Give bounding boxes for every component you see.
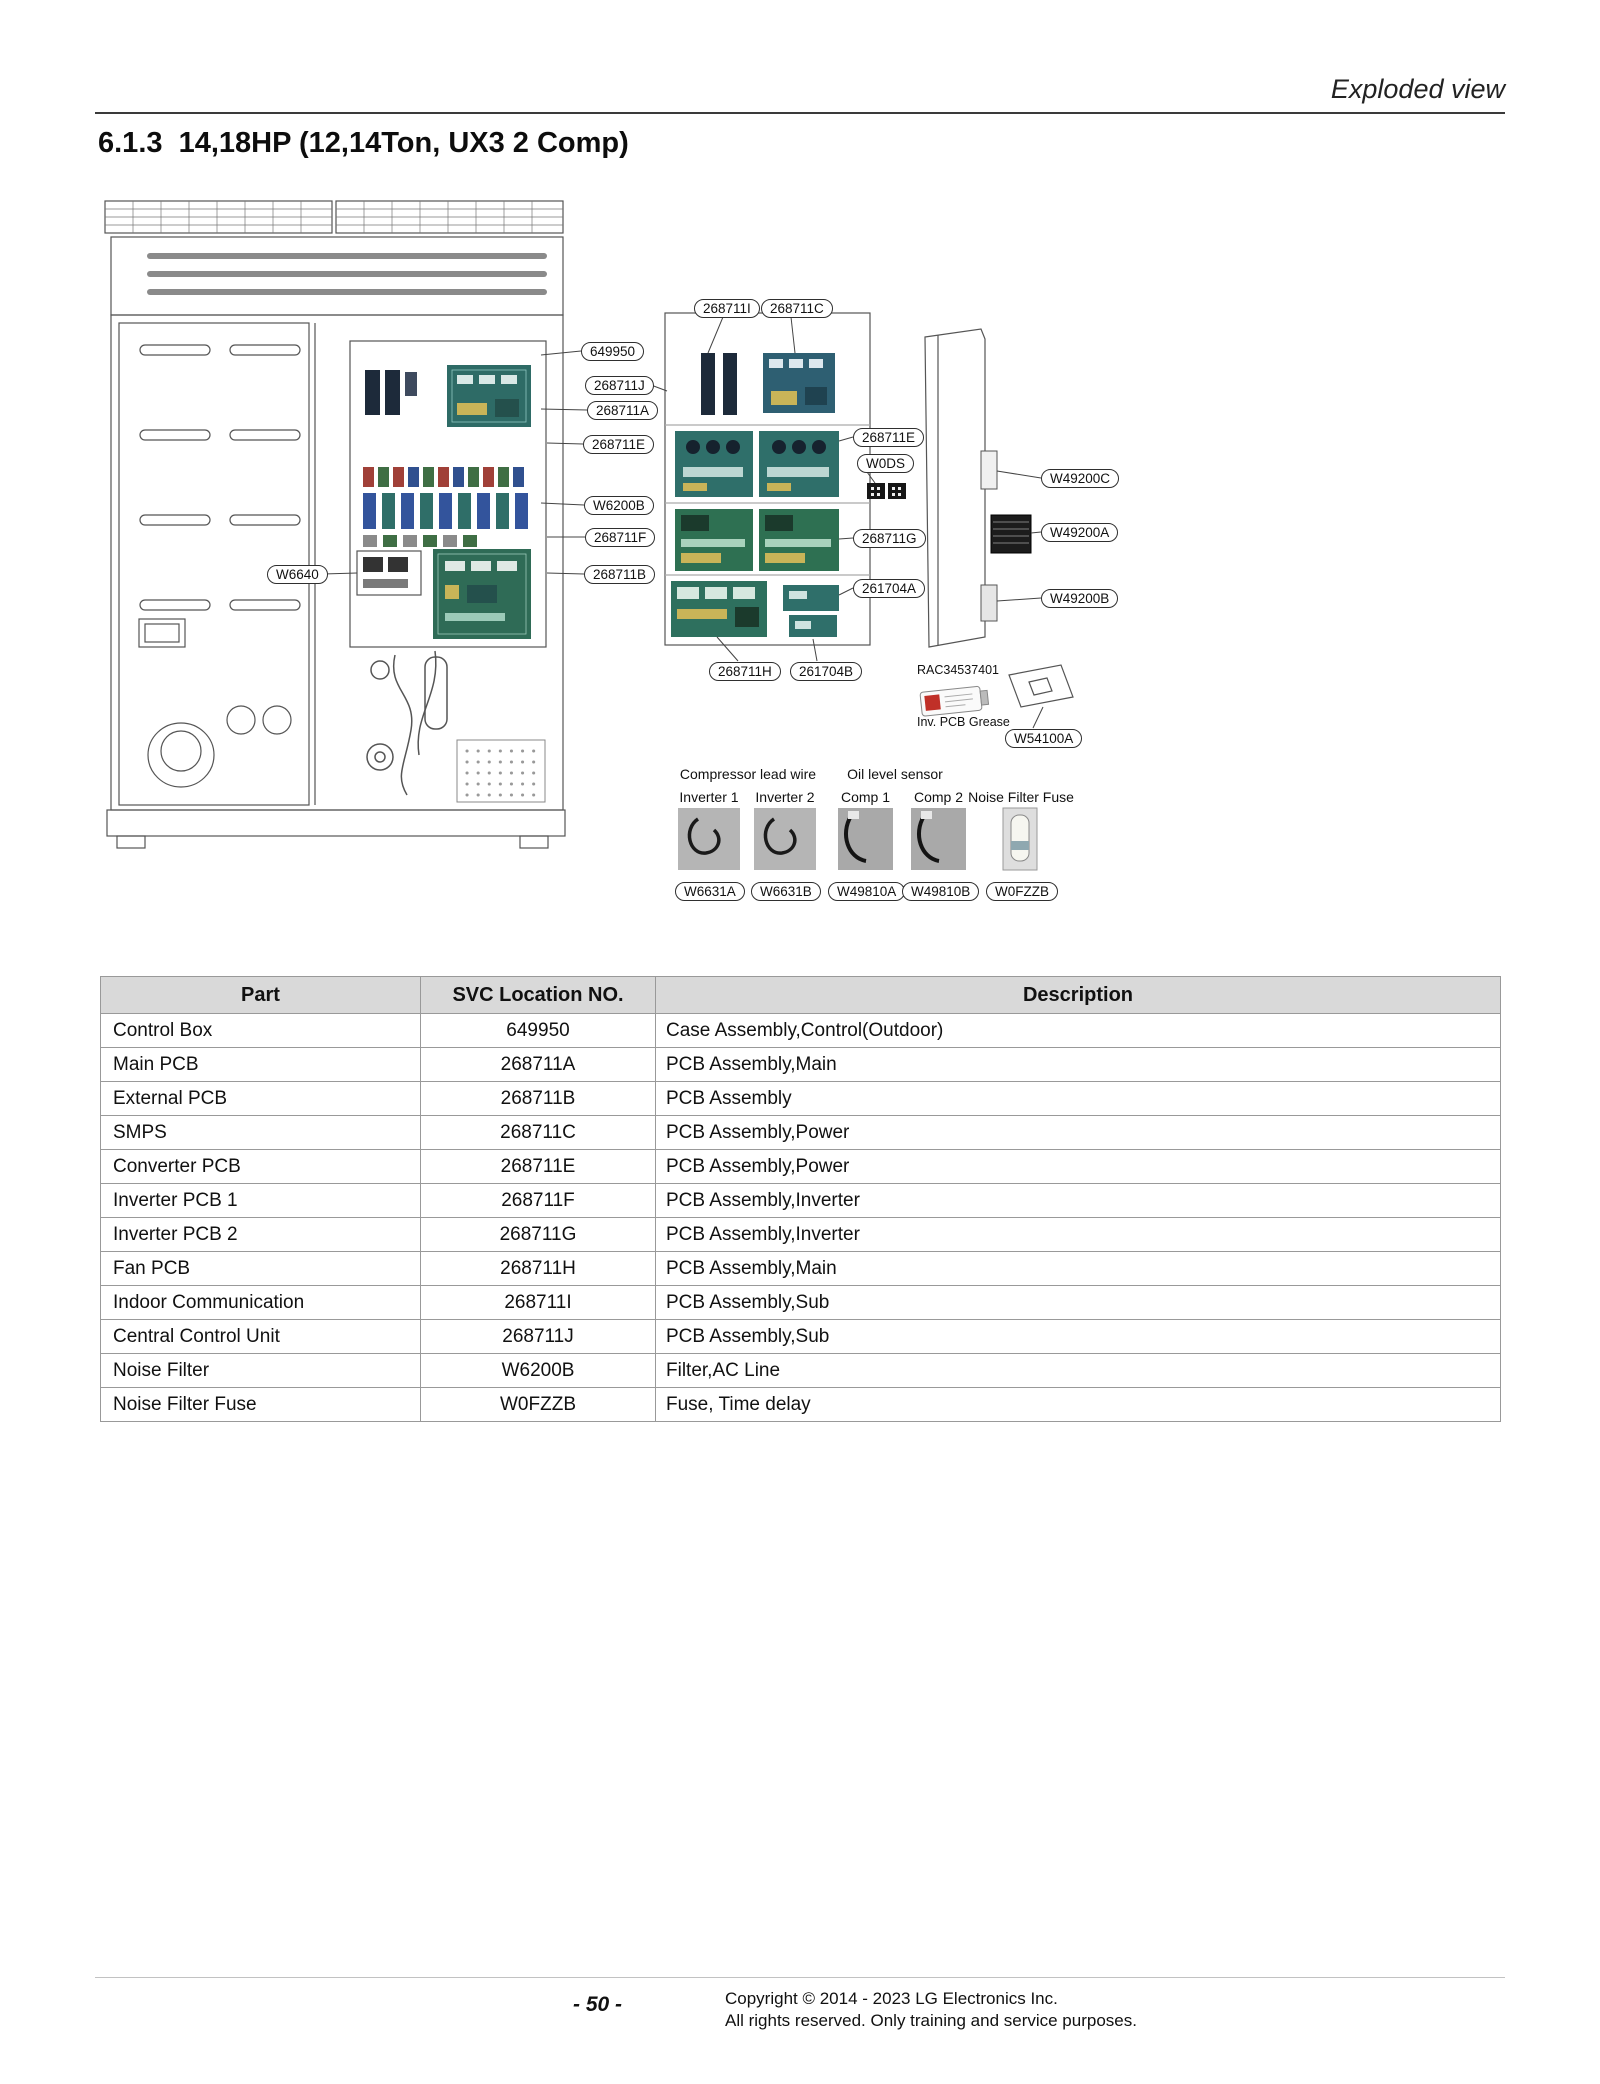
diagram-linework: [95, 195, 1115, 915]
callout-649950: 649950: [581, 342, 644, 361]
table-cell-svc: 268711B: [421, 1082, 656, 1116]
table-row: [101, 1184, 1501, 1218]
table-cell-svc: W0FZZB: [421, 1388, 656, 1422]
table-row: [101, 1354, 1501, 1388]
callout-268711a: 268711A: [587, 401, 658, 420]
table-cell-svc: 268711I: [421, 1286, 656, 1320]
callout-w49810b: W49810B: [902, 882, 979, 901]
table-cell-desc: Fuse, Time delay: [656, 1388, 1501, 1422]
table-cell-desc: PCB Assembly,Sub: [656, 1286, 1501, 1320]
table-cell-part: Noise Filter Fuse: [101, 1388, 421, 1422]
table-cell-desc: PCB Assembly,Sub: [656, 1320, 1501, 1354]
table-cell-svc: 268711C: [421, 1116, 656, 1150]
label-grease-part-number: RAC34537401: [917, 663, 1000, 677]
header-rule: [95, 112, 1505, 114]
table-cell-svc: 268711G: [421, 1218, 656, 1252]
table-cell-svc: 268711E: [421, 1150, 656, 1184]
table-body: [101, 1014, 1501, 1422]
label-noise-filter-fuse: Noise Filter Fuse: [968, 789, 1074, 805]
table-row: [101, 1286, 1501, 1320]
callout-w49810a: W49810A: [828, 882, 905, 901]
callout-268711b: 268711B: [584, 565, 655, 584]
label-comp-2: Comp 2: [913, 789, 964, 805]
table-cell-desc: PCB Assembly,Inverter: [656, 1218, 1501, 1252]
table-cell-part: Control Box: [101, 1014, 421, 1048]
table-cell-part: Main PCB: [101, 1048, 421, 1082]
callout-w49200a: W49200A: [1041, 523, 1118, 542]
table-row: [101, 1388, 1501, 1422]
table-cell-svc: W6200B: [421, 1354, 656, 1388]
callout-w54100a: W54100A: [1005, 729, 1082, 748]
callout-w6640: W6640: [267, 565, 328, 584]
table-cell-svc: 268711F: [421, 1184, 656, 1218]
col-header-svc: SVC Location NO.: [421, 977, 656, 1014]
table-cell-part: Fan PCB: [101, 1252, 421, 1286]
page-number: - 50 -: [573, 1993, 623, 2016]
table-cell-part: Inverter PCB 2: [101, 1218, 421, 1252]
table-cell-desc: PCB Assembly,Inverter: [656, 1184, 1501, 1218]
side-panel: [925, 329, 985, 647]
callout-w6631b: W6631B: [751, 882, 821, 901]
label-inverter-2: Inverter 2: [755, 789, 815, 805]
table-cell-svc: 268711A: [421, 1048, 656, 1082]
label-comp-1: Comp 1: [840, 789, 891, 805]
table-cell-desc: Filter,AC Line: [656, 1354, 1501, 1388]
table-row: [101, 1082, 1501, 1116]
table-row: [101, 1252, 1501, 1286]
col-header-part: Part: [101, 977, 421, 1014]
table-cell-part: Noise Filter: [101, 1354, 421, 1388]
table-cell-part: SMPS: [101, 1116, 421, 1150]
table-cell-part: Inverter PCB 1: [101, 1184, 421, 1218]
header-exploded-view: Exploded view: [1330, 74, 1505, 104]
copyright: [725, 1988, 1137, 2033]
table-cell-desc: Case Assembly,Control(Outdoor): [656, 1014, 1501, 1048]
callout-261704b: 261704B: [790, 662, 862, 681]
callout-w6200b: W6200B: [584, 496, 654, 515]
external-pcb: [433, 549, 531, 639]
table-cell-part: Indoor Communication: [101, 1286, 421, 1320]
footer-rule: [95, 1977, 1505, 1978]
table-cell-svc: 649950: [421, 1014, 656, 1048]
table-cell-part: Central Control Unit: [101, 1320, 421, 1354]
table-row: [101, 1150, 1501, 1184]
callout-w49200b: W49200B: [1041, 589, 1118, 608]
copyright-line1: Copyright © 2014 - 2023 LG Electronics Inc.: [725, 1989, 1058, 2008]
control-box-parts: [363, 365, 531, 547]
callout-261704a: 261704A: [853, 579, 925, 598]
label-compressor-lead-wire: Compressor lead wire: [679, 766, 817, 782]
callout-w0ds: W0DS: [857, 454, 914, 473]
vent-dots: [467, 751, 541, 795]
callout-268711h: 268711H: [709, 662, 781, 681]
label-grease-name: Inv. PCB Grease: [917, 715, 1010, 729]
part-photos: [678, 808, 1037, 870]
table-row: [101, 1014, 1501, 1048]
table-cell-desc: PCB Assembly,Main: [656, 1252, 1501, 1286]
callout-w0fzzb: W0FZZB: [986, 882, 1058, 901]
compressor-bay: [367, 651, 545, 802]
table-cell-desc: PCB Assembly,Main: [656, 1048, 1501, 1082]
label-oil-level-sensor: Oil level sensor: [847, 766, 943, 782]
callout-268711f: 268711F: [585, 528, 655, 547]
exploded-view-diagram: [95, 195, 1115, 915]
callout-268711i: 268711I: [694, 299, 760, 318]
grease-tube: [920, 685, 989, 716]
callout-268711g: 268711G: [853, 529, 926, 548]
table-cell-desc: PCB Assembly,Power: [656, 1150, 1501, 1184]
table-cell-svc: 268711J: [421, 1320, 656, 1354]
callout-268711e-cabinet: 268711E: [583, 435, 654, 454]
table-cell-part: Converter PCB: [101, 1150, 421, 1184]
table-cell-svc: 268711H: [421, 1252, 656, 1286]
callout-w49200c: W49200C: [1041, 469, 1119, 488]
table-cell-part: External PCB: [101, 1082, 421, 1116]
table-row: [101, 1116, 1501, 1150]
table-row: [101, 1320, 1501, 1354]
callout-268711j: 268711J: [585, 376, 654, 395]
label-inverter-1: Inverter 1: [679, 789, 739, 805]
table-header-row: [101, 977, 1501, 1014]
cabinet-vents: [147, 253, 547, 295]
callout-w6631a: W6631A: [675, 882, 745, 901]
table-row: [101, 1048, 1501, 1082]
w6640-box: [357, 551, 421, 595]
table-cell-desc: PCB Assembly,Power: [656, 1116, 1501, 1150]
insulation-plate: [1009, 665, 1073, 707]
callout-268711e-box: 268711E: [853, 428, 924, 447]
side-panel-parts: [981, 451, 1031, 621]
parts-table: [100, 976, 1501, 1422]
copyright-line2: All rights reserved. Only training and service purposes.: [725, 2011, 1137, 2031]
section-title: 6.1.3 14,18HP (12,14Ton, UX3 2 Comp): [98, 127, 629, 159]
callout-268711c: 268711C: [761, 299, 833, 318]
table-cell-desc: PCB Assembly: [656, 1082, 1501, 1116]
table-row: [101, 1218, 1501, 1252]
col-header-description: Description: [656, 977, 1501, 1014]
